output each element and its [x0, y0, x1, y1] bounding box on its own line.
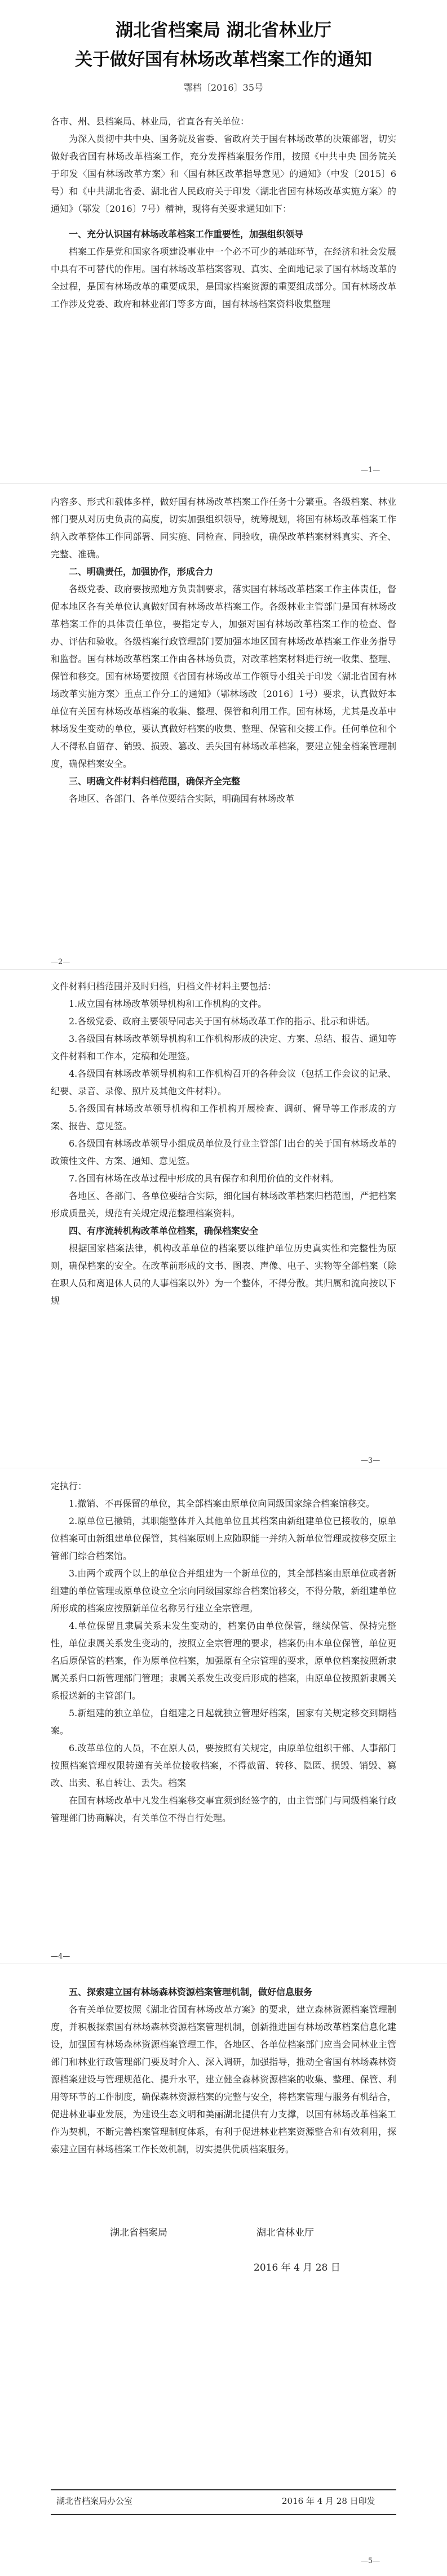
- list-item: 7.各国有林场在改革过程中形成的具有保存和利用价值的文件材料。: [69, 1173, 339, 1184]
- section-1-paragraph-continued: 内容多、形式和载体多样，做好国有林场改革档案工作任务十分繁重。各级档案、林业部门要从对历史负责的高度，切实加强组织领导，统筹规划，将国有林场改革档案工作纳入改革整体工作同部署、同实施、同检查、同验收，确保改革档案材料真实、齐全、完整、准确。: [51, 496, 396, 559]
- list-item: 1.成立国有林场改革领导机构和工作机构的文件。: [69, 998, 267, 1009]
- section-5-paragraph: 各有关单位要按照《湖北省国有林场改革方案》的要求，建立森林资源档案管理制度，并积极探索国有林场森林资源档案管理机制，创新推进国有林场改革档案信息化建设，加强国有林场森林资源档案管理工作，各地区、各单位档案部门应当会同林业主管部门和林业行政管理部门要及时介入、深入调研，加强指导，推动全省国有林场森林资源档案建设与管理规范化、提升水平，建立健全森林资源档案的收集、整理、保管、利用等环节的工作制度，确保森林资源档案的完整与安全，将档案管理与服务有机结合，促进林业事业发展，为建设生态文明和美丽湖北提供有力支撑，以国有林场改革档案工作为契机，不断完善档案管理制度体系，有利于促进林业档案资源整合和有效利用，探索建立国有林场档案工作长效机制，切实提供优质档案服务。: [51, 2004, 396, 2155]
- page-number-2: —2—: [51, 958, 70, 966]
- section-4-paragraph: 根据国家档案法律，机构改革单位的档案要以维护单位历史真实性和完整性为原则，确保档案的安全。在改革前形成的文书、图表、声像、电子、实物等全部档案（除在职人员和离退休人员的人事档案以外）为一个整体，不得分散。其归属和流向按以下规: [51, 1243, 396, 1306]
- spacer: [51, 217, 396, 225]
- list-item: 2.各级党委、政府主要领导同志关于国有林场改革工作的指示、批示和讲话。: [69, 1016, 375, 1027]
- footer-bottom-rule: [51, 2514, 396, 2515]
- list-item: 2.原单位已撤销，其职能整体并入其他单位且其档案由新组建单位已接收的，原单位档案可由新组建单位保管，其档案原则上应随职能一并纳入新单位管理或按移交原主管部门综合档案馆。: [51, 1516, 396, 1561]
- page-number-3: —3—: [361, 1456, 380, 1465]
- list-item: 3.由两个或两个以上的单位合并组建为一个新单位的，其全部档案由原单位或者新组建的单位管理或原单位设立全宗向同级国家综合档案馆移交，不得分散，新组建单位所形成的档案应按照新单位名称另行建立全宗管理。: [51, 1568, 396, 1614]
- list-item: 4.单位保留且隶属关系未发生变动的，档案仍由单位保管，继续保管、保持完整性，单位隶属关系发生变动的，按照立全宗管理的要求，档案仍由本单位保管，单位更名后原保管的档案，作为原单位档案，加强原有全宗管理的要求，原单位档案按照新隶属关系归口新管理部门管理；隶属关系发生改变后形成的档案，由原单位按照新隶属关系报送新的主管部门。: [51, 1620, 396, 1701]
- signature-forestry-department: 湖北省林业厅: [256, 2227, 314, 2239]
- document-title: 关于做好国有林场改革档案工作的通知: [75, 50, 372, 70]
- page1-body: [51, 113, 396, 313]
- signature-archives-bureau: 湖北省档案局: [110, 2227, 167, 2239]
- signature-date: 2016 年 4 月 28 日: [254, 2262, 340, 2273]
- page-number-5: —5—: [361, 2557, 380, 2565]
- section-4-paragraph-continued: 定执行：: [51, 1481, 87, 1491]
- section-heading-3: 三、明确文件材料归档范围，确保齐全完整: [69, 776, 241, 787]
- section-heading-1: 一、充分认识国有林场改革档案工作重要性，加强组织领导: [69, 229, 304, 239]
- list-item: 5.各级国有林场改革领导机构和工作机构开展检查、调研、督导等工作形成的方案、报告、意见签。: [51, 1103, 396, 1131]
- section-3-closing: 各地区、各部门、各单位要结合实际，细化国有林场改革档案归档范围，严把档案形成质量关，规范有关规定规范整理档案资料。: [51, 1191, 396, 1219]
- document-number: 鄂档〔2016〕35号: [183, 82, 264, 93]
- page4-body: [51, 1477, 396, 1827]
- page5-body: [51, 1983, 396, 2158]
- section-heading-4: 四、有序流转机构改革单位档案，确保档案安全: [69, 1225, 259, 1236]
- list-item: 6.改革单位的人员，不在原人员，要按照有关规定，由原单位组织干部、人事部门按照档案管理权限转递有关单位接收档案，不得截留、转移、隐匿、损毁、销毁、篡改、出卖、私自转让、丢失。档案: [51, 1743, 396, 1788]
- page-number-1: —1—: [361, 466, 380, 474]
- section-heading-5: 五、探索建立国有林场森林资源档案管理机制，做好信息服务: [69, 1987, 313, 1997]
- page2-body: [51, 493, 396, 807]
- page3-body: [51, 978, 396, 1309]
- section-heading-2: 二、明确责任，加强协作，形成合力: [69, 566, 214, 577]
- section-4-closing: 在国有林场改革中凡发生档案移交事宜须到经签字的，由主管部门与同级档案行政管理部门协商解决，有关单位不得自行处理。: [51, 1795, 396, 1823]
- intro-paragraph: 为深入贯彻中共中央、国务院及省委、省政府关于国有林场改革的决策部署，切实做好我省国有林场改革档案工作，充分发挥档案服务作用，按照《中共中央 国务院关于印发〈国有林场改革方案〉和〈国有林区改革指导意见〉的通知》（中发〔2015〕6号）和《中共湖北省委、湖北省人民政府关于印发〈湖北省国有林场改革实施方案〉的通知》（鄂发〔2016〕7号）精神，现将有关要求通知如下：: [51, 134, 396, 214]
- section-3-paragraph-continued: 文件材料归档范围并及时归档，归档文件材料主要包括：: [51, 981, 277, 992]
- document-issuer-title: 湖北省档案局 湖北省林业厅: [116, 20, 331, 41]
- list-item: 3.各级国有林场改革领导机构和工作机构形成的决定、方案、总结、报告、通知等文件材料和工作本，定稿和处理签。: [51, 1033, 396, 1062]
- list-item: 5.新组建的独立单位，自组建之日起就独立管理好档案，国家有关规定移交到期档案。: [51, 1708, 396, 1736]
- page-number-4: —4—: [51, 1952, 70, 1961]
- list-item: 6.各级国有林场改革领导小组成员单位及行业主管部门出台的关于国有林场改革的政策性文件、方案、通知、意见签。: [51, 1138, 396, 1166]
- salutation: 各市、州、县档案局、林业局，省直各有关单位：: [51, 116, 250, 127]
- list-item: 4.各级国有林场改革领导机构和工作机构召开的各种会议（包括工作会议的记录、纪要、录音、录像、照片及其他文件材料）。: [51, 1068, 396, 1096]
- section-2-paragraph: 各级党委、政府要按照地方负责制要求，落实国有林场改革档案工作主体责任，督促本地区各有关单位认真做好国有林场改革档案工作。各级林业主管部门是国有林场改革档案工作的具体责任单位，要指定专人，加强对国有林场改革档案工作的检查、督办、评估和验收。各级档案行政管理部门要加强本地区国有林场改革档案工作业务指导和监督。国有林场改革档案工作由各林场负责，对改革档案材料进行统一收集、整理、保管和移交。国有林场要按照《省国有林场改革工作领导小组关于印发〈湖北省国有林场改革实施方案〉重点工作分工的通知》（鄂林场改〔2016〕1号）要求，认真做好本单位有关国有林场改革档案的收集、整理、保管和利用工作。国有林场，尤其是改革中林场发生变动的单位，要认真做好档案的收集、整理、保管和交接工作。任何单位和个人不得私自留存、销毁、损毁、篡改、丢失国有林场改革档案，要建立健全档案管理制度，确保档案安全。: [51, 584, 396, 769]
- issue-date: 2016 年 4 月 28 日印发: [282, 2496, 375, 2506]
- list-item: 1.撤销、不再保留的单位，其全部档案由原单位向同级国家综合档案馆移交。: [69, 1498, 375, 1509]
- section-1-paragraph: 档案工作是党和国家各项建设事业中一个必不可少的基础环节，在经济和社会发展中具有不可替代的作用。国有林场改革档案客观、真实、全面地记录了国有林场改革的全过程，是国有林场改革的重要成果，是国家档案资源的重要组成部分。国有林场改革工作涉及党委、政府和林业部门等多方面，国有林场档案资料收集整理: [51, 246, 396, 309]
- issuing-office: 湖北省档案局办公室: [56, 2496, 133, 2506]
- footer-top-rule: [51, 2489, 396, 2490]
- page-separator: [0, 483, 447, 484]
- section-3-paragraph: 各地区、各部门、各单位要结合实际，明确国有林场改革: [69, 793, 295, 804]
- page-separator: [0, 969, 447, 970]
